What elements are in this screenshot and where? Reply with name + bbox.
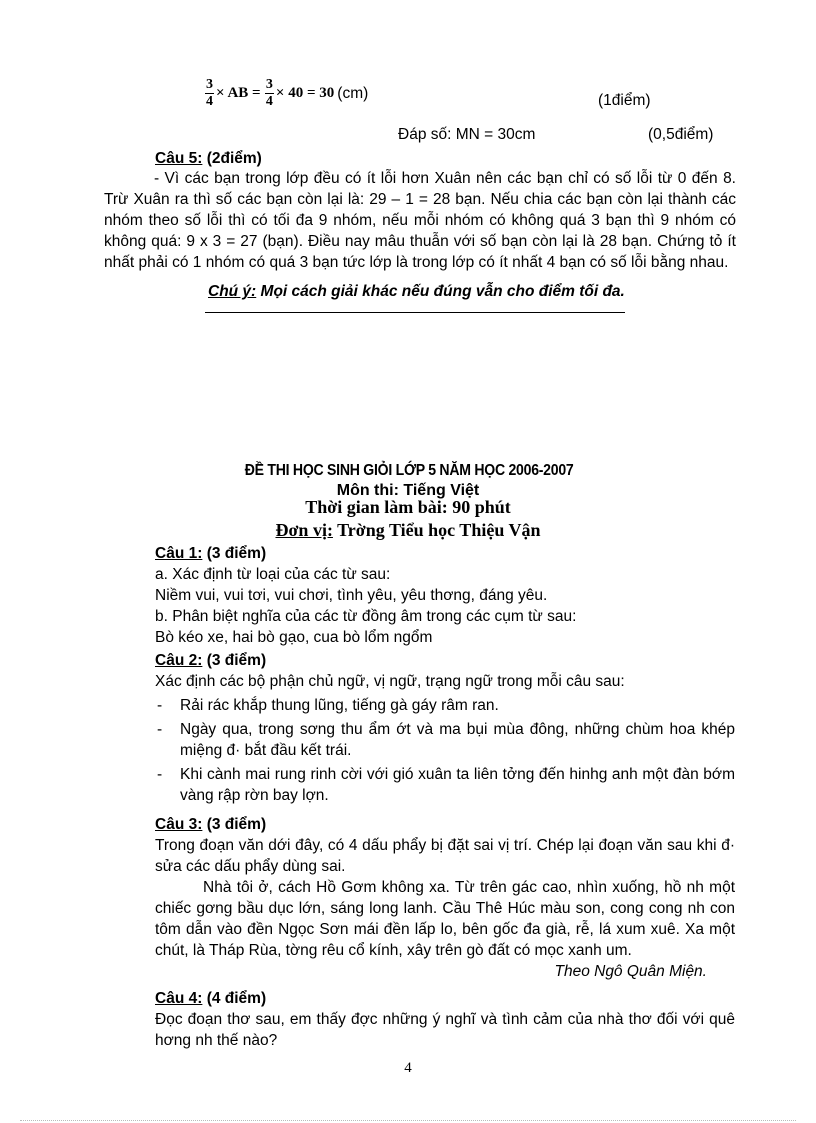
cau1-a-words: Niềm vui, vui tơi, vui chơi, tình yêu, yêu thơng, đáng yêu. bbox=[155, 587, 548, 604]
cau1-heading bbox=[155, 543, 735, 564]
cau5-heading bbox=[155, 148, 262, 169]
cau3-intro: Trong đoạn văn dới đây, có 4 dấu phẩy bị đặt sai vị trí. Chép lại đoạn văn sau khi đ· sửa các dấu phẩy dùng sai. bbox=[155, 837, 735, 875]
list-item-text: Ngày qua, trong sơng thu ẩm ớt và ma bụi mùa đông, những chùm hoa khép miệng đ· bắt đầu kết trái. bbox=[180, 721, 735, 759]
answer-line bbox=[398, 124, 728, 145]
expression-end: × 40 = 30 bbox=[275, 85, 335, 101]
question-label: Câu 4: bbox=[155, 990, 203, 1007]
fraction-denominator: 4 bbox=[265, 94, 273, 109]
cau1-b-words: Bò kéo xe, hai bò gạo, cua bò lổm ngổm bbox=[155, 629, 433, 646]
cau5-text: - Vì các bạn trong lớp đều có ít lỗi hơn Xuân nên các bạn chỉ có số lỗi từ 0 đến 8. Trừ Xuân ra thì số các bạn còn lại là: 29 – 1 = 28 bạn. Nếu chia các bạn còn lại thành các nhóm theo số lỗi thì có tối đa 9 nhóm, nếu mỗi nhóm có không quá 3 bạn thì 9 nhóm có không quá: 9 x 3 = 27 (bạn). Điều nay mâu thuẫn với số bạn còn lại là 28 bạn. Chứng tỏ ít nhất phải có 1 nhóm có quá 3 bạn tức lớp là trong lớp có ít nhất 4 bạn có số lỗi bằng nhau. bbox=[104, 170, 736, 271]
expression-middle: × AB = bbox=[216, 85, 261, 101]
question-points: (3 điểm) bbox=[206, 545, 267, 562]
note-text: Mọi cách giải khác nếu đúng vẫn cho điểm tối đa. bbox=[260, 283, 625, 300]
cau4-heading bbox=[155, 988, 735, 1009]
fraction bbox=[265, 78, 274, 109]
cau2 bbox=[155, 650, 735, 806]
question-points: (2điểm) bbox=[206, 150, 262, 167]
answer-points: (0,5điểm) bbox=[648, 126, 714, 143]
cau3 bbox=[155, 814, 735, 982]
list-item-text: Rải rác khắp thung lũng, tiếng gà gáy râm ran. bbox=[180, 697, 499, 714]
exam-unit-name: Trờng Tiểu học Thiệu Vận bbox=[337, 520, 541, 540]
formula-points: (1điểm) bbox=[598, 92, 651, 109]
exam-subject: Môn thi: Tiếng Việt bbox=[336, 482, 480, 499]
exam-title: ĐỀ THI HỌC SINH GIỎI LỚP 5 NĂM HỌC 2006-2007 bbox=[244, 462, 574, 479]
divider bbox=[205, 312, 625, 313]
page-number: 4 bbox=[404, 1060, 412, 1076]
question-points: (4 điểm) bbox=[206, 990, 267, 1007]
fraction-numerator: 3 bbox=[206, 77, 213, 92]
cau4 bbox=[155, 988, 735, 1051]
cau2-heading bbox=[155, 650, 735, 671]
fraction bbox=[205, 78, 214, 109]
formula-line bbox=[205, 78, 725, 118]
question-label: Câu 1: bbox=[155, 545, 203, 562]
bullet-dash: - bbox=[157, 766, 163, 783]
cau3-source: Theo Ngô Quân Miện. bbox=[554, 963, 707, 980]
cau2-intro: Xác định các bộ phận chủ ngữ, vị ngữ, trạng ngữ trong mỗi câu sau: bbox=[155, 673, 625, 690]
list-item bbox=[155, 764, 735, 806]
answer-text: Đáp số: MN = 30cm bbox=[398, 126, 536, 143]
cau1 bbox=[155, 543, 735, 648]
question-label: Câu 5: bbox=[155, 150, 203, 167]
note-label: Chú ý: bbox=[208, 283, 257, 300]
unit-label: (cm) bbox=[337, 85, 369, 102]
fraction-numerator: 3 bbox=[265, 77, 273, 92]
exam-unit bbox=[0, 520, 816, 541]
question-label: Câu 2: bbox=[155, 652, 203, 669]
fraction-denominator: 4 bbox=[206, 94, 213, 109]
question-label: Câu 3: bbox=[155, 816, 203, 833]
exam-duration: Thời gian làm bài: 90 phút bbox=[305, 497, 511, 517]
note bbox=[208, 281, 625, 302]
list-item bbox=[155, 695, 735, 716]
exam-unit-label: Đơn vị: bbox=[275, 520, 333, 540]
cau3-heading bbox=[155, 814, 735, 835]
cau3-passage: Nhà tôi ở, cách Hồ Gơm không xa. Từ trên gác cao, nhìn xuống, hồ nh một chiếc gơng bầu dục lớn, sáng long lanh. Cầu Thê Húc màu son, cong cong nh con tôm dẫn vào đền Ngọc Sơn mái đền lấp lo, bên gốc đa già, rễ, lá xum xuê. Xa một chút, là Tháp Rùa, tờng rêu cổ kính, xây trên gò đất có mọc xanh um. bbox=[155, 879, 735, 959]
question-points: (3 điểm) bbox=[206, 652, 267, 669]
list-item bbox=[155, 719, 735, 761]
cau1-b: b. Phân biệt nghĩa của các từ đồng âm trong các cụm từ sau: bbox=[155, 608, 577, 625]
cau1-a: a. Xác định từ loại của các từ sau: bbox=[155, 566, 391, 583]
question-points: (3 điểm) bbox=[206, 816, 267, 833]
bullet-dash: - bbox=[157, 721, 163, 738]
page-edge bbox=[20, 1120, 796, 1121]
list-item-text: Khi cành mai rung rinh cời với gió xuân ta liên tởng đến hinhg anh một đàn bớm vàng rập rờn bay lợn. bbox=[180, 766, 735, 804]
bullet-dash: - bbox=[157, 697, 163, 714]
cau4-intro: Đọc đoạn thơ sau, em thấy đợc những ý nghĩ và tình cảm của nhà thơ đối với quê hơng nh thế nào? bbox=[155, 1011, 735, 1049]
